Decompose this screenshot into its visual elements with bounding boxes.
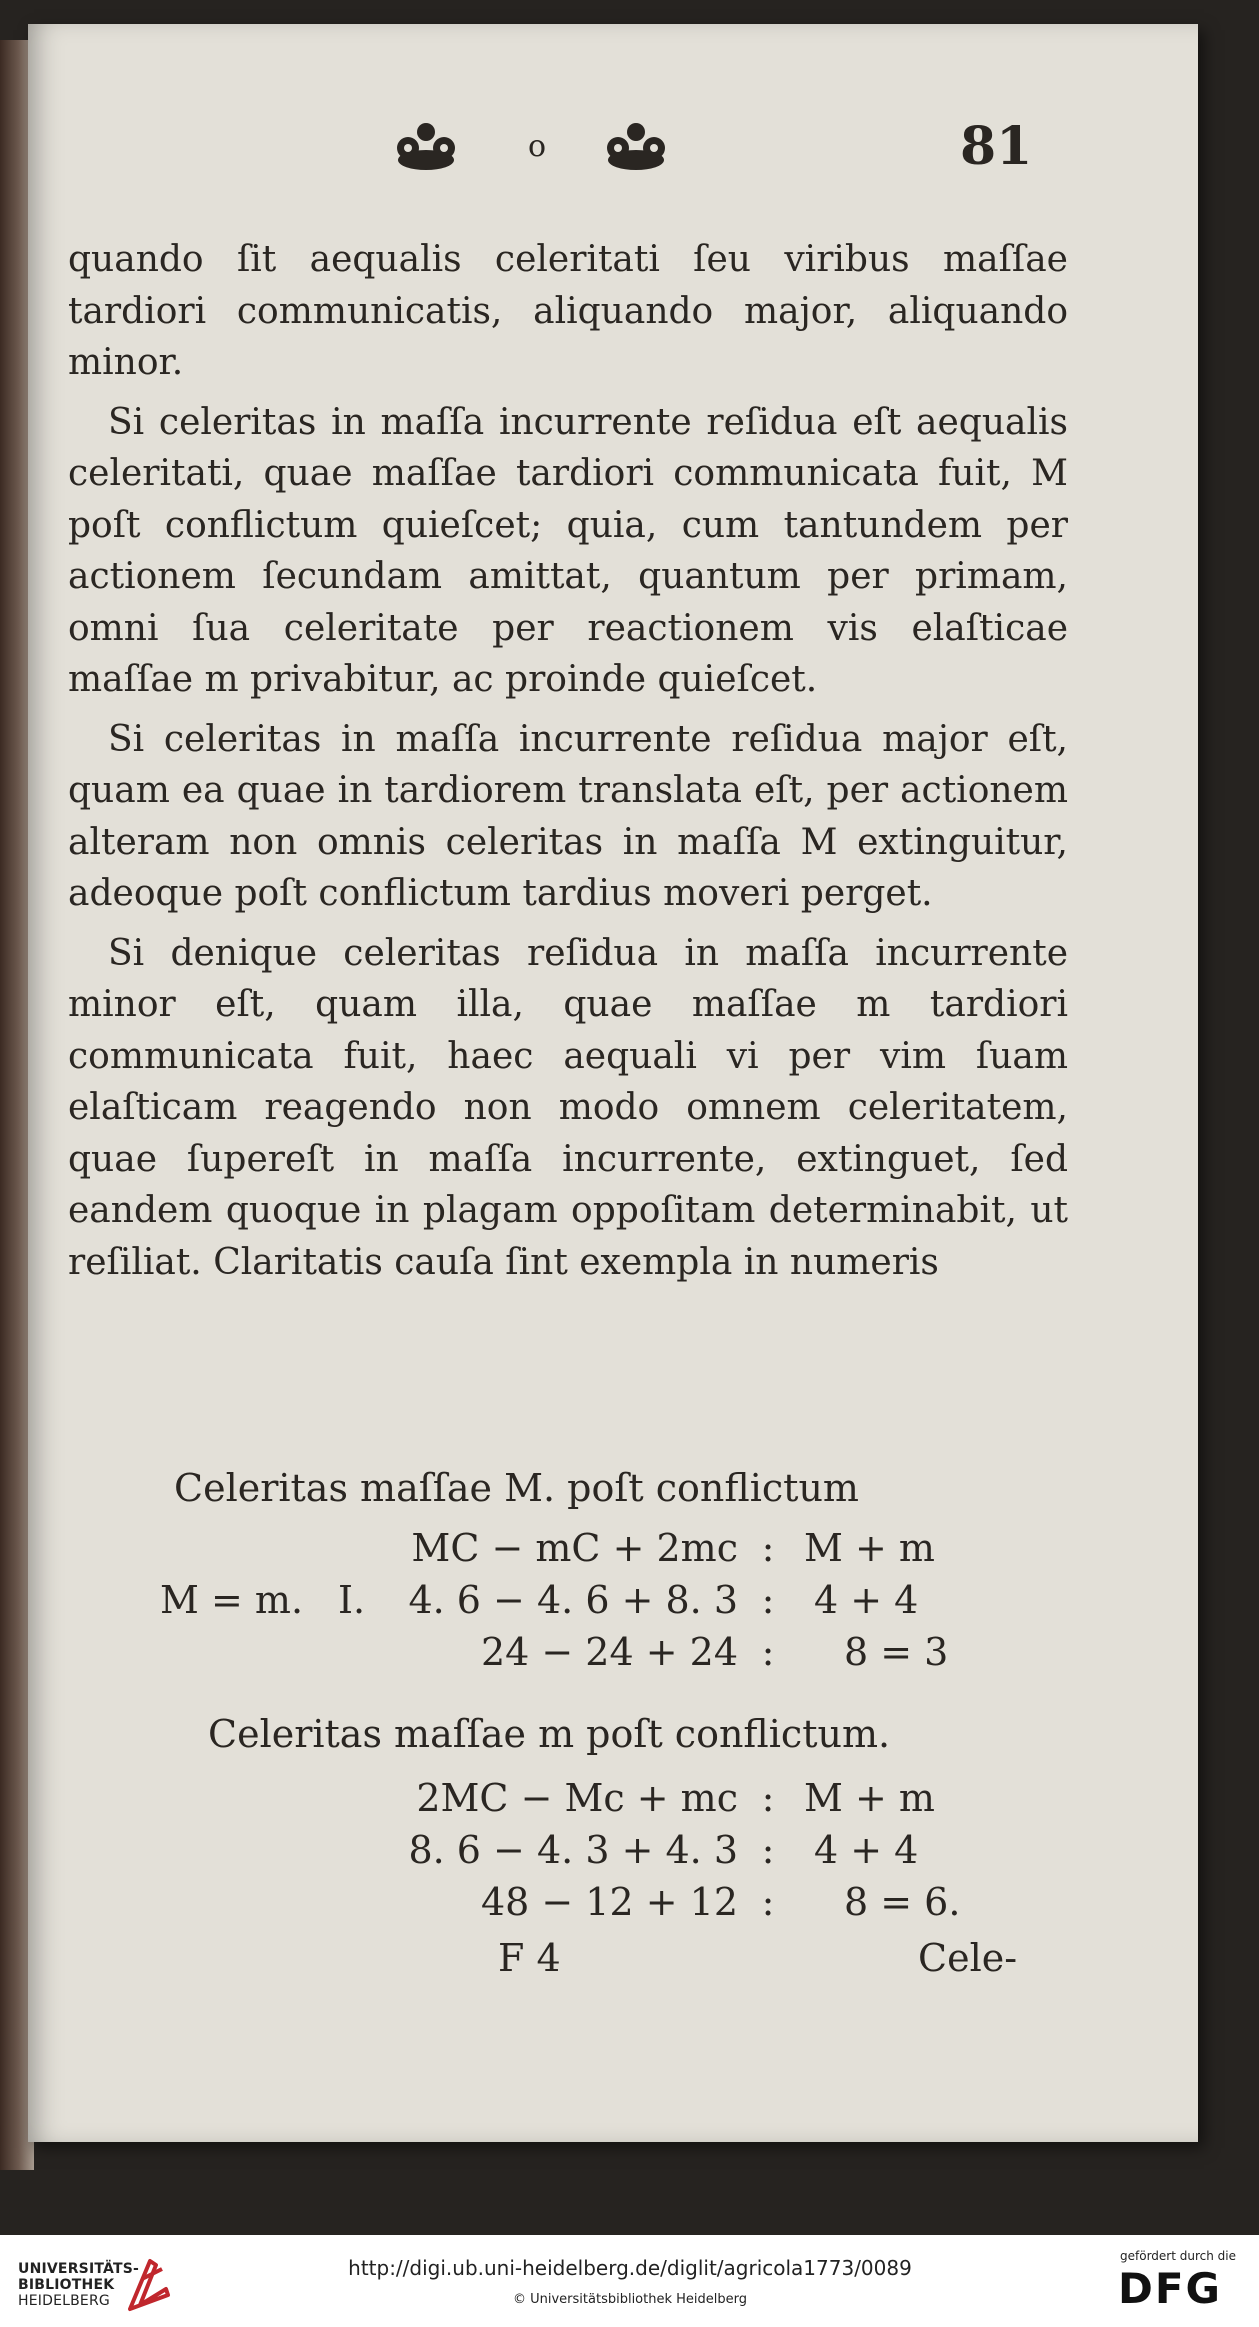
body-text bbox=[68, 234, 1068, 1288]
equation-sep: : bbox=[761, 1776, 775, 1820]
logo-line: UNIVERSITÄTS- bbox=[18, 2261, 140, 2277]
paragraph-4: Si denique celeritas reſidua in maſſa incurrente minor eſt, quam illa, quae maſſae m tardiori communicata fuit, haec aequali vi per vim ſuam elaſticam reagendo non modo omnem celeritatem, quae ſupereſt in maſſa incurrente, extinguet, ſed eandem quoque in plagam oppoſitam determinabit, ut reſiliat. Claritatis cauſa ſint exempla in numeris bbox=[68, 932, 1068, 1283]
copyright-notice: © Universitätsbibliothek Heidelberg bbox=[512, 2292, 747, 2307]
equation-sep: : bbox=[761, 1578, 775, 1622]
ornament-left-icon bbox=[390, 116, 462, 178]
ornament-right-icon bbox=[600, 116, 672, 178]
equation-row bbox=[28, 1628, 1198, 1676]
equation-lhs: 4. 6 − 4. 6 + 8. 3 bbox=[408, 1578, 738, 1622]
signature-mark: F 4 bbox=[498, 1936, 561, 1980]
equation-lhs: 2MC − Mc + mc bbox=[416, 1776, 738, 1820]
case-number: I. bbox=[338, 1578, 366, 1622]
header-separator: o bbox=[527, 129, 547, 164]
equation-row bbox=[28, 1878, 1198, 1926]
equation-sep: : bbox=[761, 1828, 775, 1872]
case-condition: M = m. bbox=[160, 1578, 304, 1622]
logo-line: HEIDELBERG bbox=[18, 2293, 110, 2309]
equation-rhs: 8 = 3 bbox=[844, 1630, 949, 1674]
paragraph-2: Si celeritas in maſſa incurrente reſidua eſt aequalis celeritati, quae maſſae tardiori communicata fuit, M poſt conflictum quieſcet; quia, cum tantundem per actionem ſecundam amittat, quantum per primam, omni ſua celeritate per reactionem vis elaſticae maſſae m privabitur, ac proinde quieſcet. bbox=[68, 401, 1068, 700]
equation-lhs: 24 − 24 + 24 bbox=[480, 1630, 738, 1674]
viewer-footer bbox=[0, 2235, 1259, 2327]
equation-rhs: 8 = 6. bbox=[844, 1880, 961, 1924]
equation-rhs: M + m bbox=[804, 1776, 935, 1820]
page-url-link[interactable]: http://digi.ub.uni-heidelberg.de/diglit/agricola1773/0089 bbox=[348, 2256, 912, 2280]
equation-sep: : bbox=[761, 1880, 775, 1924]
paragraph-1: quando ſit aequalis celeritati ſeu viribus maſſae tardiori communicatis, aliquando major, aliquando minor. bbox=[68, 239, 1068, 383]
logo-line: BIBLIOTHEK bbox=[18, 2277, 115, 2293]
book-page bbox=[28, 24, 1198, 2142]
equation-row bbox=[28, 1826, 1198, 1874]
equation-lhs: 48 − 12 + 12 bbox=[480, 1880, 738, 1924]
catchword: Cele- bbox=[918, 1936, 1018, 1980]
equation-lhs: 8. 6 − 4. 3 + 4. 3 bbox=[408, 1828, 738, 1872]
equation-sep: : bbox=[761, 1630, 775, 1674]
caption-mass-M: Celeritas maſſae M. poſt conflictum bbox=[174, 1466, 859, 1510]
page-number: 81 bbox=[960, 116, 1033, 177]
library-logo-icon bbox=[126, 2255, 172, 2315]
equation-rhs: 4 + 4 bbox=[814, 1828, 919, 1872]
library-logo-text bbox=[18, 2261, 139, 2309]
equation-row bbox=[28, 1524, 1198, 1572]
funded-by-label: gefördert durch die bbox=[1120, 2249, 1236, 2263]
dfg-logo[interactable]: DFG bbox=[1118, 2264, 1223, 2313]
equation-lhs: MC − mC + 2mc bbox=[411, 1526, 738, 1570]
equation-rhs: M + m bbox=[804, 1526, 935, 1570]
paragraph-3: Si celeritas in maſſa incurrente reſidua major eſt, quam ea quae in tardiorem translata eſt, per actionem alteram non omnis celeritas in maſſa M extinguitur, adeoque poſt conflictum tardius moveri perget. bbox=[68, 718, 1068, 914]
equation-rhs: 4 + 4 bbox=[814, 1578, 919, 1622]
page-header bbox=[28, 116, 1198, 186]
caption-mass-m: Celeritas maſſae m poſt conflictum. bbox=[208, 1712, 891, 1756]
equation-row bbox=[28, 1774, 1198, 1822]
equation-sep: : bbox=[761, 1526, 775, 1570]
equation-row bbox=[28, 1576, 1198, 1624]
